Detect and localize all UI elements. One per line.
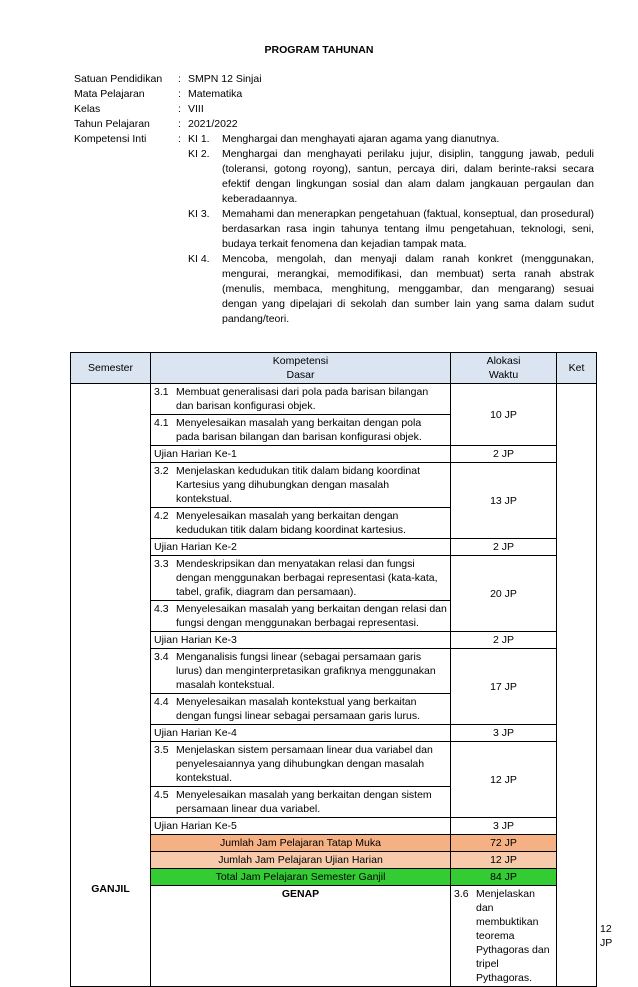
jp-cell: 12 JP <box>451 742 557 818</box>
kd-cell: 3.4 Menganalisis fungsi linear (sebagai persamaan garis lurus) dan menginterpretasikan grafiknya menggunakan masalah kontekstual. <box>151 649 451 694</box>
info-label: Satuan Pendidikan <box>74 73 163 85</box>
jp-cell: 3 JP <box>451 725 557 742</box>
ujian-cell: Ujian Harian Ke-2 <box>151 539 451 556</box>
program-table <box>70 352 613 987</box>
kd-cell: 4.5 Menyelesaikan masalah yang berkaitan dengan sistem persamaan linear dua variabel. <box>151 787 451 818</box>
header-row <box>71 353 597 384</box>
semester-ganjil: GANJIL <box>71 384 151 987</box>
info-row-kompetensi: Kompetensi Inti : KI 1. Menghargai dan menghayati ajaran agama yang dianutnya. KI 2. Menghargai dan menghayati perilaku jujur, disiplin, tanggung jawab, peduli (toleransi, gotong royong), santun, percaya diri, dalam berinte-raksi secara efektif dengan lingkungan sosial dan alam dalam jangkauan pergaulan dan keberadaannya. KI 3. Memahami dan menerapkan pengetahuan (faktual, konseptual, dan prosedural) berdasarkan rasa ingin tahunya tentang ilmu pengetahuan, teknologi, seni, budaya terkait fenomena dan kejadian tampak mata. KI 4. Mencoba, mengolah, dan menyaji dalam ranah konkret (menggunakan, mengurai, merangkai, memodifikasi, dan membuat) serta ranah abstrak (menulis, membaca, menghitung, menggambar, dan mengarang) sesuai dengan yang dipelajari di sekolah dan sumber lain yang sama dalam sudut pandang/teori. <box>74 133 594 325</box>
kd-cell: 4.4 Menyelesaikan masalah kontekstual yang berkaitan dengan fungsi linear sebagai persamaan garis lurus. <box>151 694 451 725</box>
kd-cell: 3.2 Menjelaskan kedudukan titik dalam bidang koordinat Kartesius yang dihubungkan dengan masalah kontekstual. <box>151 463 451 508</box>
summary-label: Jumlah Jam Pelajaran Ujian Harian <box>151 852 451 869</box>
info-value: VIII <box>188 103 204 115</box>
jp-cell: 2 JP <box>451 446 557 463</box>
ki-number: KI 3. <box>188 208 210 220</box>
kd-cell: 3.6 Menjelaskan dan membuktikan teorema Pythagoras dan tripel Pythagoras. <box>451 886 557 987</box>
identity-block <box>74 72 594 327</box>
kd-cell: 4.3 Menyelesaikan masalah yang berkaitan dengan relasi dan fungsi dengan menggunakan berbagai representasi. <box>151 601 451 632</box>
ki-item <box>188 207 594 252</box>
table-row <box>71 384 597 415</box>
table-row: GENAP 3.6 Menjelaskan dan membuktikan teorema Pythagoras dan tripel Pythagoras. 12 JP <box>71 886 597 987</box>
kd-cell: 4.1 Menyelesaikan masalah yang berkaitan dengan pola pada barisan bilangan dan barisan konfigurasi objek. <box>151 415 451 446</box>
summary-value: 12 JP <box>451 852 557 869</box>
ujian-cell: Ujian Harian Ke-4 <box>151 725 451 742</box>
ujian-cell: Ujian Harian Ke-5 <box>151 818 451 835</box>
kd-cell: 3.3 Mendeskripsikan dan menyatakan relasi dan fungsi dengan menggunakan berbagai representasi (kata-kata, tabel, grafik, diagram dan persamaan). <box>151 556 451 601</box>
info-label: Kompetensi Inti <box>74 133 147 145</box>
jp-cell: 20 JP <box>451 556 557 632</box>
jp-cell: 17 JP <box>451 649 557 725</box>
info-label: Kelas <box>74 103 101 115</box>
ki-text: Mencoba, mengolah, dan menyaji dalam ranah konkret (menggunakan, mengurai, merangkai, memodifikasi, dan membuat) serta ranah abstrak (menulis, membaca, menghitung, menggambar, dan mengarang) sesuai dengan yang dipelajari di sekolah dan sumber lain yang sama dalam sudut pandang/teori. <box>222 253 594 325</box>
semester-genap: GENAP <box>151 886 451 987</box>
info-row-satuan: Satuan Pendidikan : SMPN 12 Sinjai <box>74 72 594 87</box>
ki-text: Menghargai dan menghayati perilaku jujur, disiplin, tanggung jawab, peduli (toleransi, gotong royong), santun, percaya diri, dalam berinte-raksi secara efektif dengan lingkungan sosial dan alam dalam jangkauan pergaulan dan keberadaannya. <box>222 148 594 205</box>
jp-cell: 10 JP <box>451 384 557 446</box>
ki-number: KI 4. <box>188 253 210 265</box>
jp-cell: 2 JP <box>451 539 557 556</box>
summary-label: Total Jam Pelajaran Semester Ganjil <box>151 869 451 886</box>
summary-value: 72 JP <box>451 835 557 852</box>
ki-number: KI 2. <box>188 148 210 160</box>
info-row-tahun: Tahun Pelajaran : 2021/2022 <box>74 117 594 132</box>
ujian-cell: Ujian Harian Ke-3 <box>151 632 451 649</box>
ket-cell <box>557 384 597 987</box>
info-value: 2021/2022 <box>188 118 238 130</box>
ki-item <box>188 147 594 207</box>
summary-label: Jumlah Jam Pelajaran Tatap Muka <box>151 835 451 852</box>
ki-item <box>188 132 594 147</box>
jp-cell: 13 JP <box>451 463 557 539</box>
info-label: Mata Pelajaran <box>74 88 145 100</box>
header-ket: Ket <box>557 353 597 384</box>
ki-item <box>188 252 594 327</box>
header-semester: Semester <box>71 353 151 384</box>
page-title: PROGRAM TAHUNAN <box>264 44 374 56</box>
header-alokasi-waktu: Alokasi Waktu <box>451 353 557 384</box>
info-value: SMPN 12 Sinjai <box>188 73 262 85</box>
ki-text: Menghargai dan menghayati ajaran agama yang dianutnya. <box>222 133 500 145</box>
ujian-cell: Ujian Harian Ke-1 <box>151 446 451 463</box>
kd-cell: 3.5 Menjelaskan sistem persamaan linear dua variabel dan penyelesaiannya yang dihubungkan dengan masalah kontekstual. <box>151 742 451 787</box>
info-label: Tahun Pelajaran <box>74 118 150 130</box>
info-value: Matematika <box>188 88 243 100</box>
summary-value: 84 JP <box>451 869 557 886</box>
info-row-kelas: Kelas : VIII <box>74 102 594 117</box>
kd-cell: 4.2 Menyelesaikan masalah yang berkaitan dengan kedudukan titik dalam bidang koordinat kartesius. <box>151 508 451 539</box>
kd-cell: 3.1 Membuat generalisasi dari pola pada barisan bilangan dan barisan konfigurasi objek. <box>151 384 451 415</box>
ki-number: KI 1. <box>188 133 210 145</box>
info-row-mapel: Mata Pelajaran : Matematika <box>74 87 594 102</box>
ki-list <box>188 132 594 327</box>
jp-cell: 2 JP <box>451 632 557 649</box>
ki-text: Memahami dan menerapkan pengetahuan (faktual, konseptual, dan prosedural) berdasarkan rasa ingin tahunya tentang ilmu pengetahuan, teknologi, seni, budaya terkait fenomena dan kejadian tampak mata. <box>222 208 594 250</box>
jp-cell: 3 JP <box>451 818 557 835</box>
header-kompetensi-dasar: Kompetensi Dasar <box>151 353 451 384</box>
